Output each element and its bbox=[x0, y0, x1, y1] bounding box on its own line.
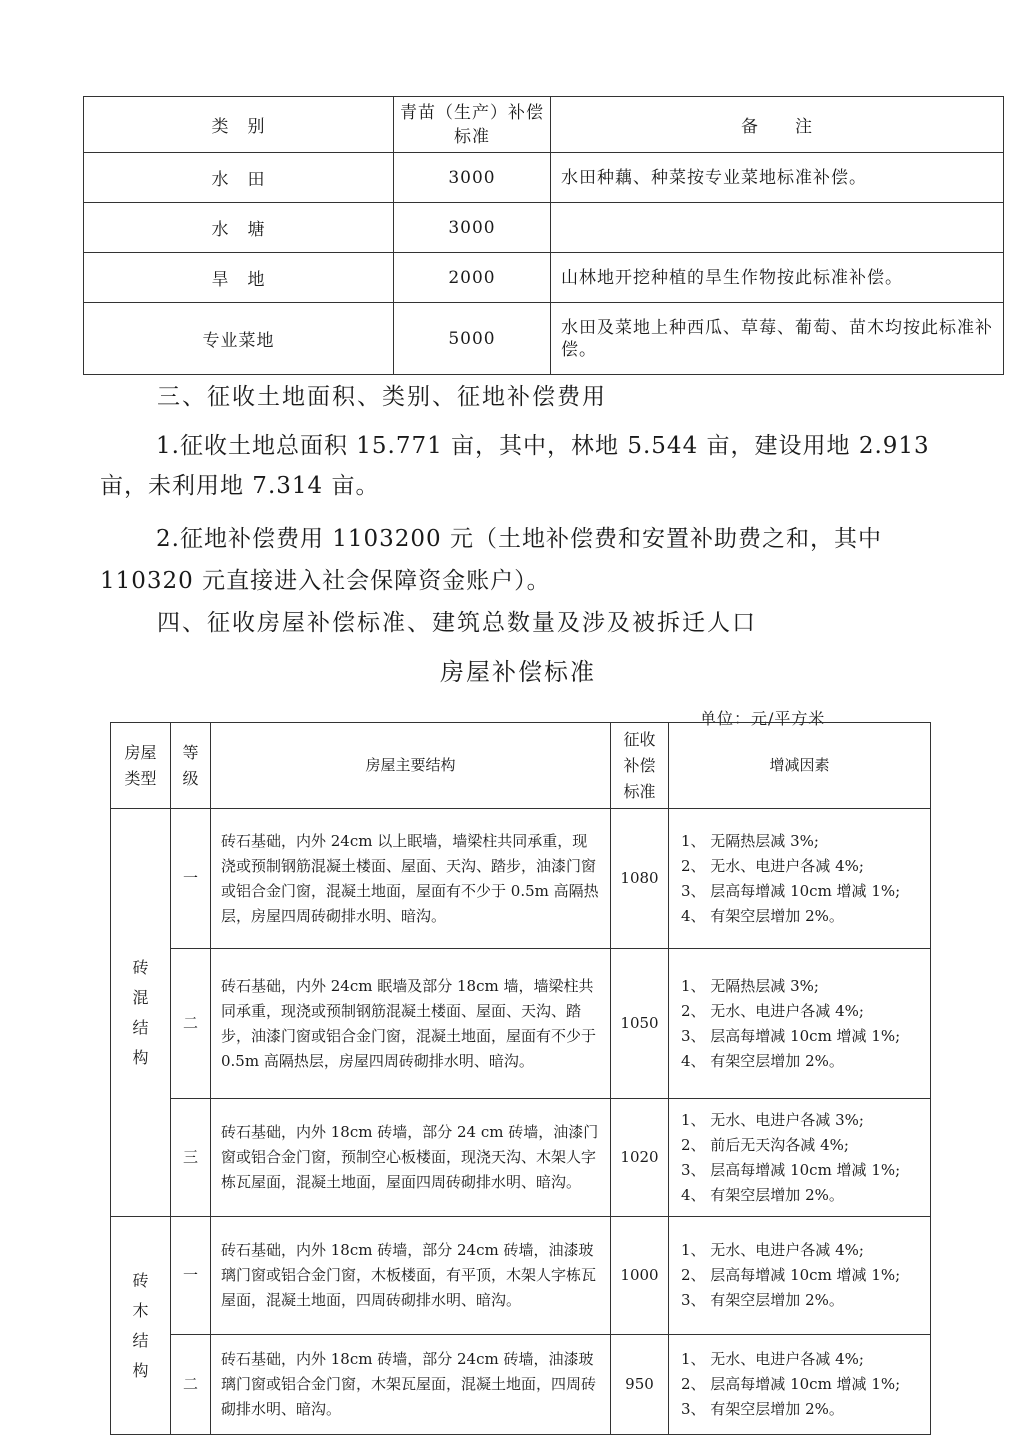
table-row bbox=[111, 949, 931, 1099]
header-note: 备 注 bbox=[551, 97, 1004, 153]
row-type: 水 塘 bbox=[84, 203, 394, 253]
row-note: 水田及菜地上种西瓜、草莓、葡萄、苗木均按此标准补偿。 bbox=[551, 303, 1004, 375]
house-type-brick-wood: 砖木结构 bbox=[132, 1270, 149, 1380]
factor-item: 2、 前后无天沟各减 4%; bbox=[681, 1135, 849, 1154]
factor-item: 4、 有架空层增加 2%。 bbox=[681, 1185, 844, 1204]
table-row bbox=[111, 1099, 931, 1217]
factor-item: 1、 无隔热层减 3%; bbox=[681, 976, 819, 995]
factor-item: 3、 层高每增减 10cm 增减 1%; bbox=[681, 1160, 901, 1179]
crop-table-header bbox=[84, 97, 1004, 153]
grade: 一 bbox=[171, 1217, 211, 1335]
house-type-brick-concrete: 砖混结构 bbox=[132, 957, 149, 1067]
unit-label: 单位：元/平方米 bbox=[700, 709, 826, 728]
row-note: 水田种藕、种菜按专业菜地标准补偿。 bbox=[551, 153, 1004, 203]
factor-item: 1、 无隔热层减 3%; bbox=[681, 831, 819, 850]
factors bbox=[669, 1099, 931, 1217]
table-row bbox=[111, 1217, 931, 1335]
price: 1080 bbox=[611, 809, 669, 949]
row-type: 水 田 bbox=[84, 153, 394, 203]
price: 1000 bbox=[611, 1217, 669, 1335]
grade: 二 bbox=[171, 949, 211, 1099]
row-type: 旱 地 bbox=[84, 253, 394, 303]
factors bbox=[669, 1335, 931, 1435]
house-compensation-table bbox=[110, 722, 931, 1435]
factor-item: 2、 无水、电进户各减 4%; bbox=[681, 1001, 864, 1020]
header-grade: 等级 bbox=[182, 742, 199, 788]
structure: 砖石基础，内外 18cm 砖墙，部分 24 cm 砖墙，油漆门窗或铝合金门窗，预制空心板楼面，现浇天沟、木架人字栋瓦屋面，混凝土地面，屋面四周砖砌排水明、暗沟。 bbox=[211, 1099, 611, 1217]
section4-heading: 四、征收房屋补偿标准、建筑总数量及涉及被拆迁人口 bbox=[157, 610, 757, 636]
factor-item: 3、 有架空层增加 2%。 bbox=[681, 1400, 844, 1418]
header-structure: 房屋主要结构 bbox=[211, 723, 611, 809]
crop-compensation-table bbox=[83, 96, 1004, 375]
header-type: 类 别 bbox=[84, 97, 394, 153]
price: 950 bbox=[611, 1335, 669, 1435]
section3-paragraph-1: 1.征收土地总面积 15.771 亩，其中，林地 5.544 亩，建设用地 2.913 亩，未利用地 7.314 亩。 bbox=[100, 433, 930, 499]
structure: 砖石基础，内外 24cm 以上眠墙，墙梁柱共同承重，现浇或预制钢筋混凝土楼面、屋面、天沟、踏步，油漆门窗或铝合金门窗，混凝土地面，屋面有不少于 0.5m 高隔热层，房屋四周砖砌排水明、暗沟。 bbox=[211, 809, 611, 949]
factor-item: 2、 层高每增减 10cm 增减 1%; bbox=[681, 1266, 901, 1284]
factor-item: 1、 无水、电进户各减 4%; bbox=[681, 1241, 864, 1259]
table-row bbox=[84, 203, 1004, 253]
table-row bbox=[111, 1335, 931, 1435]
header-standard: 青苗（生产）补偿标准 bbox=[394, 97, 551, 153]
factor-item: 3、 有架空层增加 2%。 bbox=[681, 1291, 844, 1309]
structure: 砖石基础，内外 18cm 砖墙，部分 24cm 砖墙，油漆玻璃门窗或铝合金门窗，木板楼面，有平顶，木架人字栋瓦屋面，混凝土地面，四周砖砌排水明、暗沟。 bbox=[211, 1217, 611, 1335]
row-value: 5000 bbox=[394, 303, 551, 375]
grade: 一 bbox=[171, 809, 211, 949]
row-value: 2000 bbox=[394, 253, 551, 303]
factor-item: 2、 无水、电进户各减 4%; bbox=[681, 856, 864, 875]
row-note: 山林地开挖种植的旱生作物按此标准补偿。 bbox=[551, 253, 1004, 303]
factor-item: 4、 有架空层增加 2%。 bbox=[681, 906, 844, 925]
grade: 三 bbox=[171, 1099, 211, 1217]
price: 1020 bbox=[611, 1099, 669, 1217]
factor-item: 3、 层高每增减 10cm 增减 1%; bbox=[681, 1026, 901, 1045]
header-price: 征收补偿标准 bbox=[623, 729, 656, 801]
price: 1050 bbox=[611, 949, 669, 1099]
grade: 二 bbox=[171, 1335, 211, 1435]
row-value: 3000 bbox=[394, 153, 551, 203]
factors bbox=[669, 1217, 931, 1335]
header-factors: 增减因素 bbox=[669, 723, 931, 809]
structure: 砖石基础，内外 24cm 眠墙及部分 18cm 墙，墙梁柱共同承重，现浇或预制钢筋混凝土楼面、屋面、天沟、踏步，油漆门窗或铝合金门窗，混凝土地面，屋面有不少于 0.5m 高隔热层，房屋四周砖砌排水明、暗沟。 bbox=[211, 949, 611, 1099]
header-house-type: 房屋类型 bbox=[124, 742, 157, 788]
factor-item: 1、 无水、电进户各减 4%; bbox=[681, 1350, 864, 1368]
section3-heading: 三、征收土地面积、类别、征地补偿费用 bbox=[157, 384, 607, 410]
factors bbox=[669, 949, 931, 1099]
section3-paragraph-2: 2.征地补偿费用 1103200 元（土地补偿费和安置补助费之和，其中 110320 元直接进入社会保障资金账户）。 bbox=[100, 526, 882, 594]
row-value: 3000 bbox=[394, 203, 551, 253]
factor-item: 4、 有架空层增加 2%。 bbox=[681, 1051, 844, 1070]
factors bbox=[669, 809, 931, 949]
house-table-header bbox=[111, 723, 931, 809]
factor-item: 3、 层高每增减 10cm 增减 1%; bbox=[681, 881, 901, 900]
table-row bbox=[84, 153, 1004, 203]
structure: 砖石基础，内外 18cm 砖墙，部分 24cm 砖墙，油漆玻璃门窗或铝合金门窗，木架瓦屋面，混凝土地面，四周砖砌排水明、暗沟。 bbox=[211, 1335, 611, 1435]
house-table-title: 房屋补偿标准 bbox=[440, 658, 596, 686]
factor-item: 1、 无水、电进户各减 3%; bbox=[681, 1110, 864, 1129]
table-row bbox=[111, 809, 931, 949]
table-row bbox=[84, 303, 1004, 375]
row-type: 专业菜地 bbox=[84, 303, 394, 375]
factor-item: 2、 层高每增减 10cm 增减 1%; bbox=[681, 1375, 901, 1393]
row-note bbox=[551, 203, 1004, 253]
table-row bbox=[84, 253, 1004, 303]
